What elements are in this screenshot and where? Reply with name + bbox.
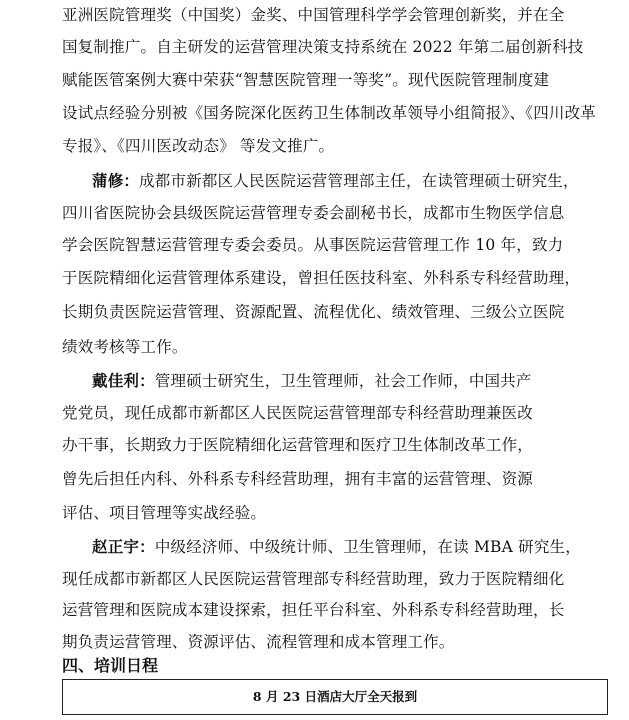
intro-line-3: 赋能医管案例大赛中荣获“智慧医院管理一等奖”。现代医院管理制度建 (62, 71, 550, 89)
intro-line-1: 亚洲医院管理奖（中国奖）金奖、中国管理科学学会管理创新奖，并在全 (62, 6, 565, 24)
bio-1-line-4: 于医院精细化运营管理体系建设，曾担任医技科室、外科系专科经营助理， (62, 269, 581, 287)
schedule-table (62, 679, 608, 715)
bio-3-name: 赵正宇： (92, 537, 155, 556)
bio-3-line-2: 现任成都市新都区人民医院运营管理部专科经营助理，致力于医院精细化 (62, 570, 565, 588)
bio-3-first-text: 中级经济师、中级统计师、卫生管理师，在读 MBA 研究生， (154, 538, 581, 556)
bio-2-line-2: 党党员，现任成都市新都区人民医院运营管理部专科经营助理兼医改 (62, 404, 534, 422)
bio-2-name: 戴佳利： (92, 371, 155, 390)
bio-1-line-2: 四川省医院协会县级医院运营管理专委会副秘书长，成都市生物医学信息 (62, 204, 565, 222)
section-title: 四、培训日程 (62, 656, 159, 675)
bio-1-name: 蒲修： (92, 171, 140, 190)
bio-1-line-6: 绩效考核等工作。 (62, 338, 188, 356)
schedule-first-row: 8 月 23 日酒店大厅全天报到 (252, 689, 418, 704)
bio-3-first-line (92, 538, 581, 556)
bio-1-line-3: 学会医院智慧运营管理专委会委员。从事医院运营管理工作 10 年，致力 (62, 236, 564, 254)
intro-line-2: 国复制推广。自主研发的运营管理决策支持系统在 2022 年第二届创新科技 (62, 38, 584, 56)
bio-3-line-3: 运营管理和医院成本建设探索，担任平台科室、外科系专科经营助理，长 (62, 601, 565, 619)
bio-2-line-4: 曾先后担任内科、外科系专科经营助理，拥有丰富的运营管理、资源 (62, 470, 534, 488)
bio-2-line-3: 办干事，长期致力于医院精细化运营管理和医疗卫生体制改革工作， (62, 436, 534, 454)
bio-2-first-line (92, 372, 532, 390)
intro-line-4: 设试点经验分别被《国务院深化医药卫生体制改革领导小组简报》、《四川改革 (62, 104, 597, 122)
bio-3-line-4: 期负责运营管理、资源评估、流程管理和成本管理工作。 (62, 633, 455, 651)
bio-1-first-line (92, 172, 579, 190)
bio-2-first-text: 管理硕士研究生，卫生管理师，社会工作师，中国共产 (154, 372, 532, 390)
intro-line-5: 专报》、《四川医改动态》 等发文推广。 (62, 137, 335, 155)
bio-2-line-5: 评估、项目管理等实战经验。 (62, 504, 267, 522)
bio-1-first-text: 成都市新都区人民医院运营管理部主任，在读管理硕士研究生， (139, 172, 579, 190)
bio-1-line-5: 长期负责医院运营管理、资源配置、流程优化、绩效管理、三级公立医院 (62, 303, 565, 321)
